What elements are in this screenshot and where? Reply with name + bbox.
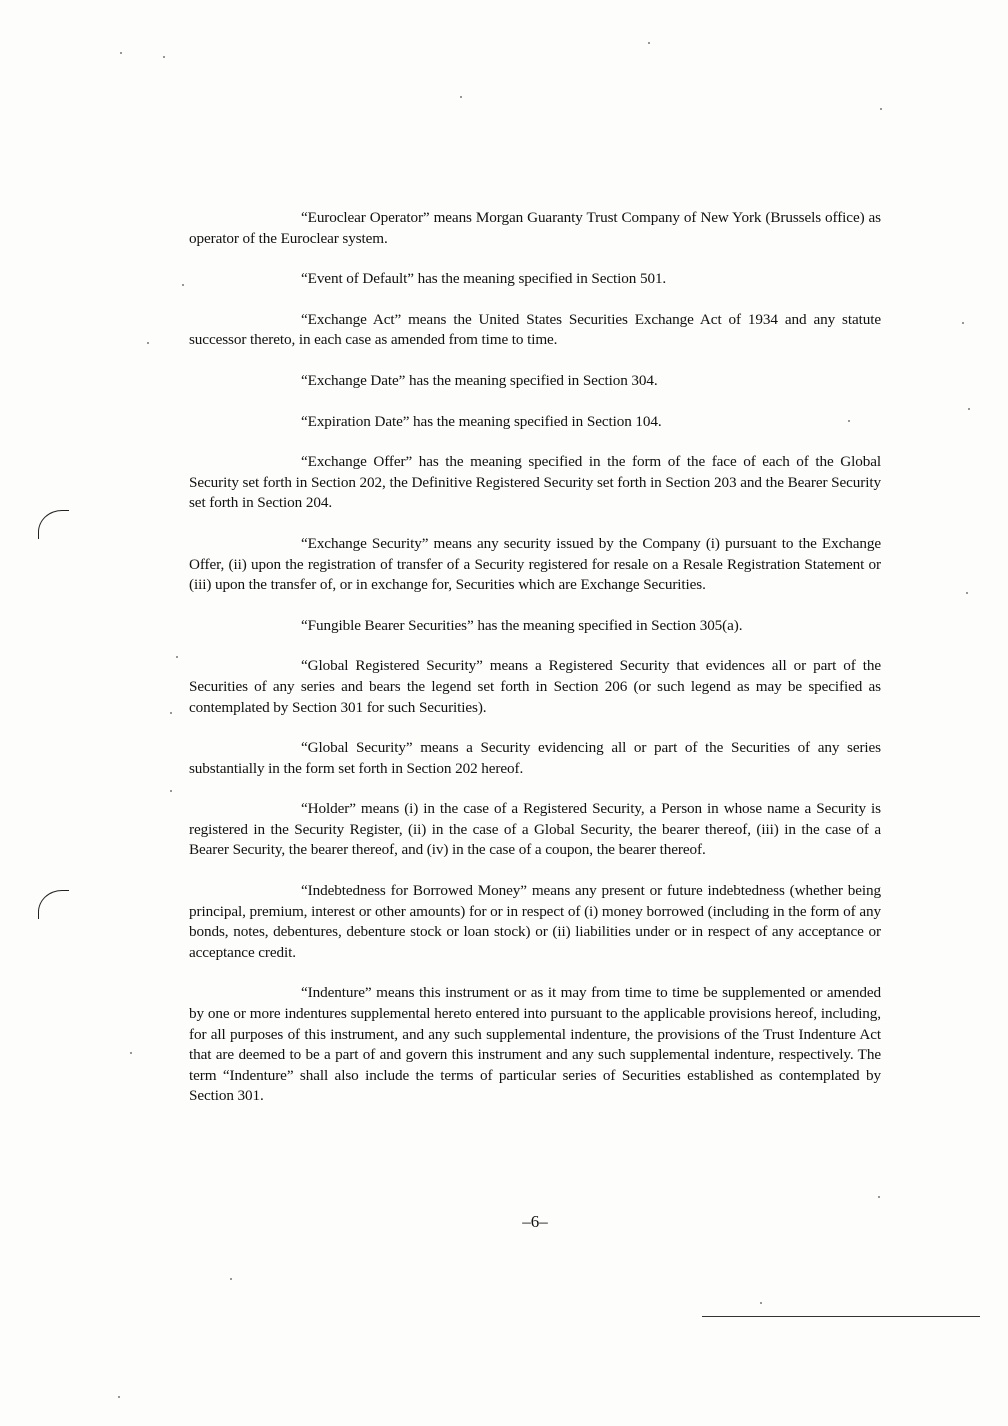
scan-speck: [170, 712, 172, 714]
definition-global-security: “Global Security” means a Security evidencing all or part of the Securities of any series substantially in the form set forth in Section 202 hereof.: [189, 739, 881, 777]
definition-expiration-date: “Expiration Date” has the meaning specified in Section 104.: [301, 412, 662, 430]
document-body: [189, 208, 881, 1127]
scan-speck: [147, 342, 149, 344]
scan-speck: [176, 656, 178, 658]
definition-fungible-bearer-securities: “Fungible Bearer Securities” has the meaning specified in Section 305(a).: [301, 616, 743, 634]
scan-speck: [760, 1302, 762, 1304]
scan-speck: [170, 790, 172, 792]
scan-bracket-mark: [38, 890, 69, 919]
definition-global-registered-security: “Global Registered Security” means a Registered Security that evidences all or part of the Securities of any series and bears the legend set forth in Section 206 (or such legend as may be specified as contemplated by Section 301 for such Securities).: [189, 657, 881, 716]
definition-indebtedness-for-borrowed-money: “Indebtedness for Borrowed Money” means any present or future indebtedness (whether being principal, premium, interest or other amounts) for or in respect of (i) money borrowed (including in the form of any bonds, notes, debentures, debenture stock or loan stock) or (ii) liabilities under or in respect of any acceptance or acceptance credit.: [189, 882, 881, 961]
definition-exchange-security: “Exchange Security” means any security issued by the Company (i) pursuant to the Exchange Offer, (ii) upon the registration of transfer of a Security registered for resale on a Resale Registration Statement or (iii) upon the transfer of, or in exchange for, Securities which are Exchange Securities.: [189, 534, 881, 594]
scan-speck: [163, 56, 165, 58]
scan-speck: [230, 1278, 232, 1280]
definition-holder: “Holder” means (i) in the case of a Registered Security, a Person in whose name a Security is registered in the Security Register, (ii) in the case of a Global Security, the bearer thereof, (iii) in the case of a Bearer Security, the bearer thereof, and (iv) in the case of a coupon, the bearer thereof.: [189, 800, 881, 859]
definition-euroclear-operator: “Euroclear Operator” means Morgan Guaranty Trust Company of New York (Brussels office) as operator of the Euroclear system.: [189, 209, 881, 247]
scan-bracket-mark: [38, 510, 69, 539]
footer-rule: [702, 1316, 980, 1317]
definition-exchange-offer: “Exchange Offer” has the meaning specified in the form of the face of each of the Global Security set forth in Section 202, the Definitive Registered Security set forth in Section 203 and the Bearer Security set forth in Section 204.: [189, 453, 881, 512]
scan-speck: [880, 108, 882, 110]
definition-exchange-act: “Exchange Act” means the United States Securities Exchange Act of 1934 and any statute successor thereto, in each case as amended from time to time.: [189, 310, 881, 349]
definition-exchange-date: “Exchange Date” has the meaning specified in Section 304.: [301, 371, 658, 389]
scan-speck: [648, 42, 650, 44]
scan-speck: [968, 408, 970, 410]
definition-indenture: “Indenture” means this instrument or as it may from time to time be supplemented or amended by one or more indentures supplemental hereto entered into pursuant to the applicable provisions hereof, including, for all purposes of this instrument, and any such supplemental indenture, the provisions of the Trust Indenture Act that are deemed to be a part of and govern this instrument and any such supplemental indenture, respectively. The term “Indenture” shall also include the terms of particular series of Securities established as contemplated by Section 301.: [189, 984, 881, 1105]
scan-speck: [878, 1196, 880, 1198]
definition-event-of-default: “Event of Default” has the meaning specified in Section 501.: [301, 270, 667, 288]
scan-speck: [966, 592, 968, 594]
scan-speck: [460, 96, 462, 98]
page-number: –6–: [522, 1212, 548, 1231]
scan-speck: [120, 52, 122, 54]
scan-speck: [118, 1396, 120, 1398]
scan-speck: [962, 322, 964, 324]
scan-speck: [130, 1052, 132, 1054]
scan-speck: [182, 284, 184, 286]
